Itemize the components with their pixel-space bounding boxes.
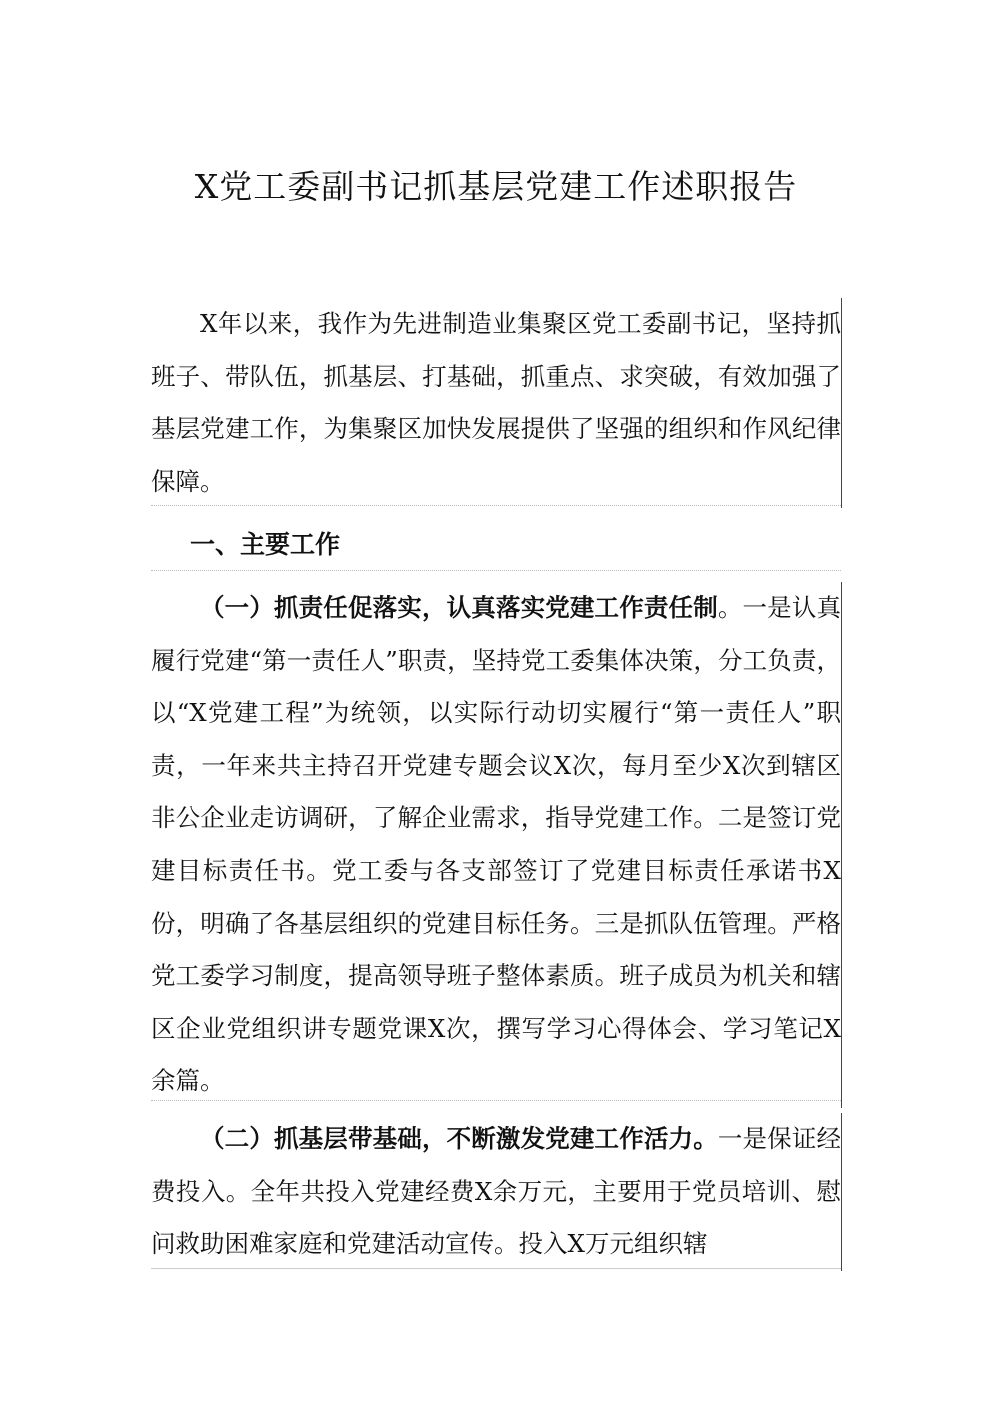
subsection-1-paragraph: [151, 582, 842, 1108]
subsection-2-body: 一是保证经费投入。全年共投入党建经费X余万元，主要用于党员培训、慰问救助困难家庭和党建活动宣传。投入X万元组织辖: [151, 1124, 841, 1259]
subsection-1-lead: （一）抓责任促落实，认真落实党建工作责任制: [200, 593, 718, 622]
subsection-1-body: 。一是认真履行党建“第一责任人”职责，坚持党工委集体决策，分工负责，以“X党建工程”为统领，以实际行动切实履行“第一责任人”职责，一年来共主持召开党建专题会议X次，每月至少X次到辖区非公企业走访调研，了解企业需求，指导党建工作。二是签订党建目标责任书。党工委与各支部签订了党建目标责任承诺书X份，明确了各基层组织的党建目标任务。三是抓队伍管理。严格党工委学习制度，提高领导班子整体素质。班子成员为机关和辖区企业党组织讲专题党课X次，撰写学习心得体会、学习笔记X余篇。: [151, 593, 841, 1096]
section-heading: 一、主要工作: [190, 530, 341, 559]
document-title: X党工委副书记抓基层党建工作述职报告: [194, 167, 798, 206]
page-divider: [151, 1100, 841, 1101]
page-divider: [151, 1268, 841, 1269]
subsection-2-lead: （二）抓基层带基础，不断激发党建工作活力。: [200, 1124, 718, 1153]
page-divider: [151, 570, 841, 571]
subsection-2-paragraph: [151, 1113, 842, 1271]
page-divider: [151, 505, 841, 506]
intro-paragraph: X年以来，我作为先进制造业集聚区党工委副书记，坚持抓班子、带队伍，抓基层、打基础，抓重点、求突破，有效加强了基层党建工作，为集聚区加快发展提供了坚强的组织和作风纪律保障。: [151, 298, 842, 508]
